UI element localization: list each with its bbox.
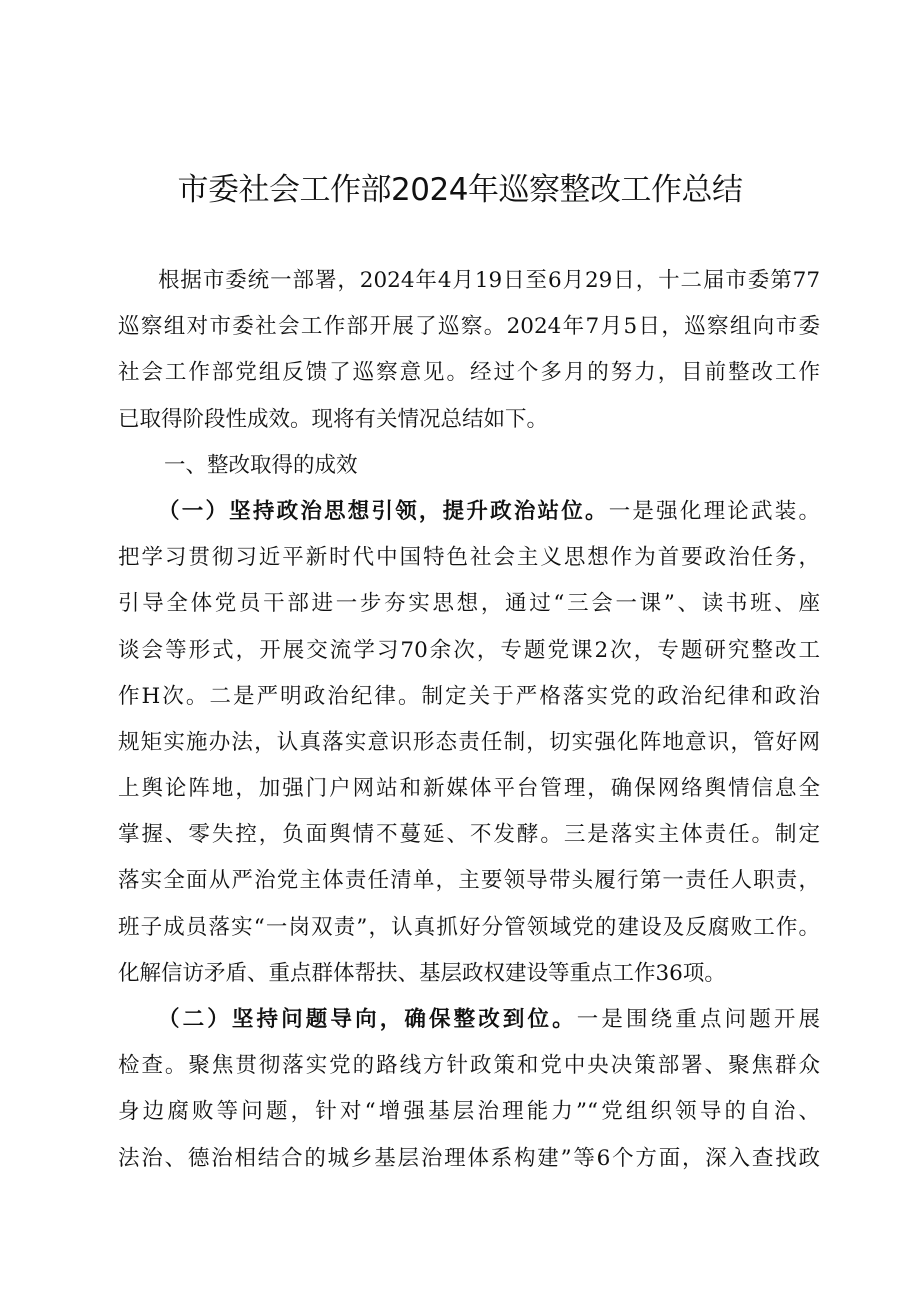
paragraph-line: 把学习贯彻习近平新时代中国特色社会主义思想作为首要政治任务，: [118, 545, 820, 571]
paragraph-line: 掌握、零失控，负面舆情不蔓延、不发酵。三是落实主体责任。制定: [118, 822, 820, 848]
paragraph-line: [118, 997, 820, 1043]
section-heading: 一、整改取得的成效: [164, 452, 358, 478]
paragraph-line: 化解信访矛盾、重点群体帮扶、基层政权建设等重点工作36项。: [118, 960, 726, 986]
paragraph-line: 引导全体党员干部进一步夯实思想，通过“三会一课”、读书班、座: [118, 591, 820, 617]
paragraph-line: 班子成员落实“一岗双责”，认真抓好分管领域党的建设及反腐败工作。: [118, 914, 820, 940]
paragraph-line: 规矩实施办法，认真落实意识形态责任制，切实强化阵地意识，管好网: [118, 729, 820, 755]
paragraph-line: 法治、德治相结合的城乡基层治理体系构建”等6个方面，深入查找政: [118, 1145, 820, 1171]
paragraph-line: 谈会等形式，开展交流学习70余次，专题党课2次，专题研究整改工: [118, 637, 820, 663]
paragraph-line: 检查。聚焦贯彻落实党的路线方针政策和党中央决策部署、聚焦群众: [118, 1053, 820, 1079]
intro-line: 已取得阶段性成效。现将有关情况总结如下。: [118, 406, 549, 432]
intro-line: 社会工作部党组反馈了巡察意见。经过个多月的努力，目前整改工作: [118, 360, 820, 386]
paragraph-line: 身边腐败等问题，针对“增强基层治理能力”“党组织领导的自治、: [118, 1099, 820, 1125]
intro-line: 根据市委统一部署，2024年4月19日至6月29日，十二届市委第77: [158, 268, 820, 293]
subsection-lead: （一）坚持政治思想引领，提升政治站位。: [158, 498, 609, 524]
paragraph-line: 作H次。二是严明政治纪律。制定关于严格落实党的政治纪律和政治: [118, 683, 820, 709]
paragraph-line: [118, 489, 820, 535]
document-title: 市委社会工作部2024年巡察整改工作总结: [177, 172, 743, 208]
paragraph-line: 落实全面从严治党主体责任清单，主要领导带头履行第一责任人职责，: [118, 868, 820, 894]
paragraph-text: 一是强化理论武装。: [608, 498, 820, 524]
document-body: [118, 258, 820, 1182]
paragraph-line: 上舆论阵地，加强门户网站和新媒体平台管理，确保网络舆情信息全: [118, 776, 820, 802]
subsection-lead: （二）坚持问题导向，确保整改到位。: [158, 1007, 577, 1032]
paragraph-text: 一是围绕重点问题开展: [576, 1007, 820, 1032]
intro-line: 巡察组对市委社会工作部开展了巡察。2024年7月5日，巡察组向市委: [118, 314, 820, 340]
